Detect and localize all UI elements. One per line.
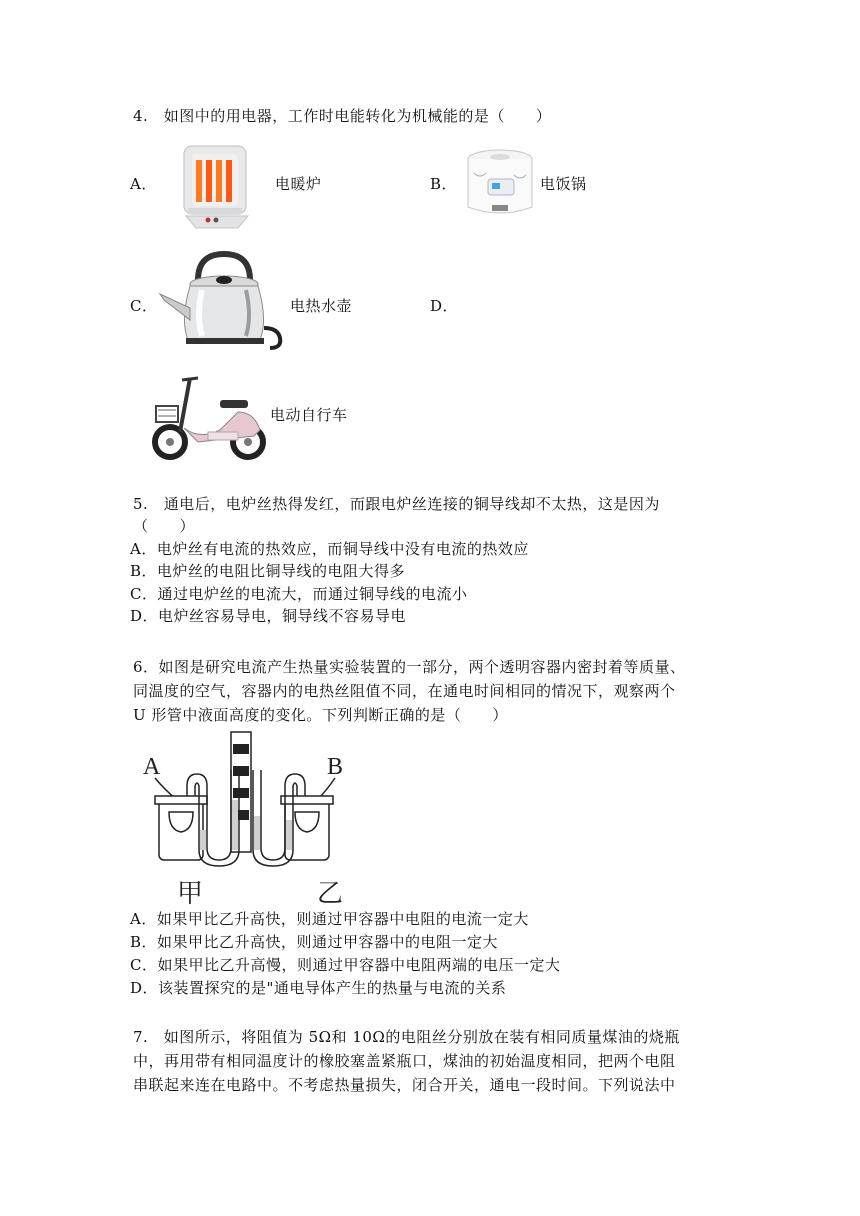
q7-line-3: 串联起来连在电路中。不考虑热量损失，闭合开关，通电一段时间。下列说法中 xyxy=(133,1076,676,1094)
q4-option-c-letter: C． xyxy=(130,297,158,315)
electric-kettle-image xyxy=(158,250,288,352)
q5-option-c: C．通过电炉丝的电流大，而通过铜导线的电流小 xyxy=(130,585,468,603)
q6-option-d: D．该装置探究的是"通电导体产生的热量与电流的关系 xyxy=(130,979,507,997)
u-tube-apparatus-diagram xyxy=(135,730,365,906)
q6-option-b: B．如果甲比乙升高快，则通过甲容器中的电阻一定大 xyxy=(130,933,499,951)
q4-option-d-name: 电动自行车 xyxy=(270,406,348,424)
rice-cooker-image xyxy=(462,145,538,221)
q7-line-1: 7. 如图所示，将阻值为 5Ω和 10Ω的电阻丝分别放在装有相同质量煤油的烧瓶 xyxy=(133,1028,680,1046)
electric-bicycle-image xyxy=(150,372,270,460)
q5-option-d: D．电炉丝容易导电，铜导线不容易导电 xyxy=(130,607,407,625)
q5-option-b: B．电炉丝的电阻比铜导线的电阻大得多 xyxy=(130,562,406,580)
q4-stem: 4. 如图中的用电器，工作时电能转化为机械能的是（ ） xyxy=(133,107,552,125)
electric-heater-image xyxy=(178,138,256,232)
q4-option-c-name: 电热水壶 xyxy=(290,297,353,315)
q6-stem-line-3: U 形管中液面高度的变化。下列判断正确的是（ ） xyxy=(133,706,508,724)
label-a: A xyxy=(143,754,161,780)
q4-option-b-letter: B． xyxy=(430,175,458,193)
q5-stem-line-2: （ ） xyxy=(133,517,196,535)
q4-option-a-name: 电暖炉 xyxy=(275,175,322,193)
q7-line-2: 中，再用带有相同温度计的橡胶塞盖紧瓶口，煤油的初始温度相同，把两个电阻 xyxy=(133,1052,676,1070)
q4-option-d-letter: D． xyxy=(430,297,459,315)
q4-option-b-name: 电饭锅 xyxy=(540,175,587,193)
q4-option-a-letter: A． xyxy=(130,175,157,193)
q6-stem-line-2: 同温度的空气，容器内的电热丝阻值不同，在通电时间相同的情况下，观察两个 xyxy=(133,682,676,700)
q6-option-a: A．如果甲比乙升高快，则通过甲容器中电阻的电流一定大 xyxy=(130,910,529,928)
label-b: B xyxy=(327,754,344,780)
q5-option-a: A．电炉丝有电流的热效应，而铜导线中没有电流的热效应 xyxy=(130,540,529,558)
label-yi: 乙 xyxy=(317,879,344,906)
q5-stem-line-1: 5. 通电后，电炉丝热得发红，而跟电炉丝连接的铜导线却不太热，这是因为 xyxy=(133,495,660,513)
q6-option-c: C．如果甲比乙升高慢，则通过甲容器中电阻两端的电压一定大 xyxy=(130,956,561,974)
q6-stem-line-1: 6．如图是研究电流产生热量实验装置的一部分，两个透明容器内密封着等质量、 xyxy=(133,658,686,676)
label-jia: 甲 xyxy=(177,879,204,906)
